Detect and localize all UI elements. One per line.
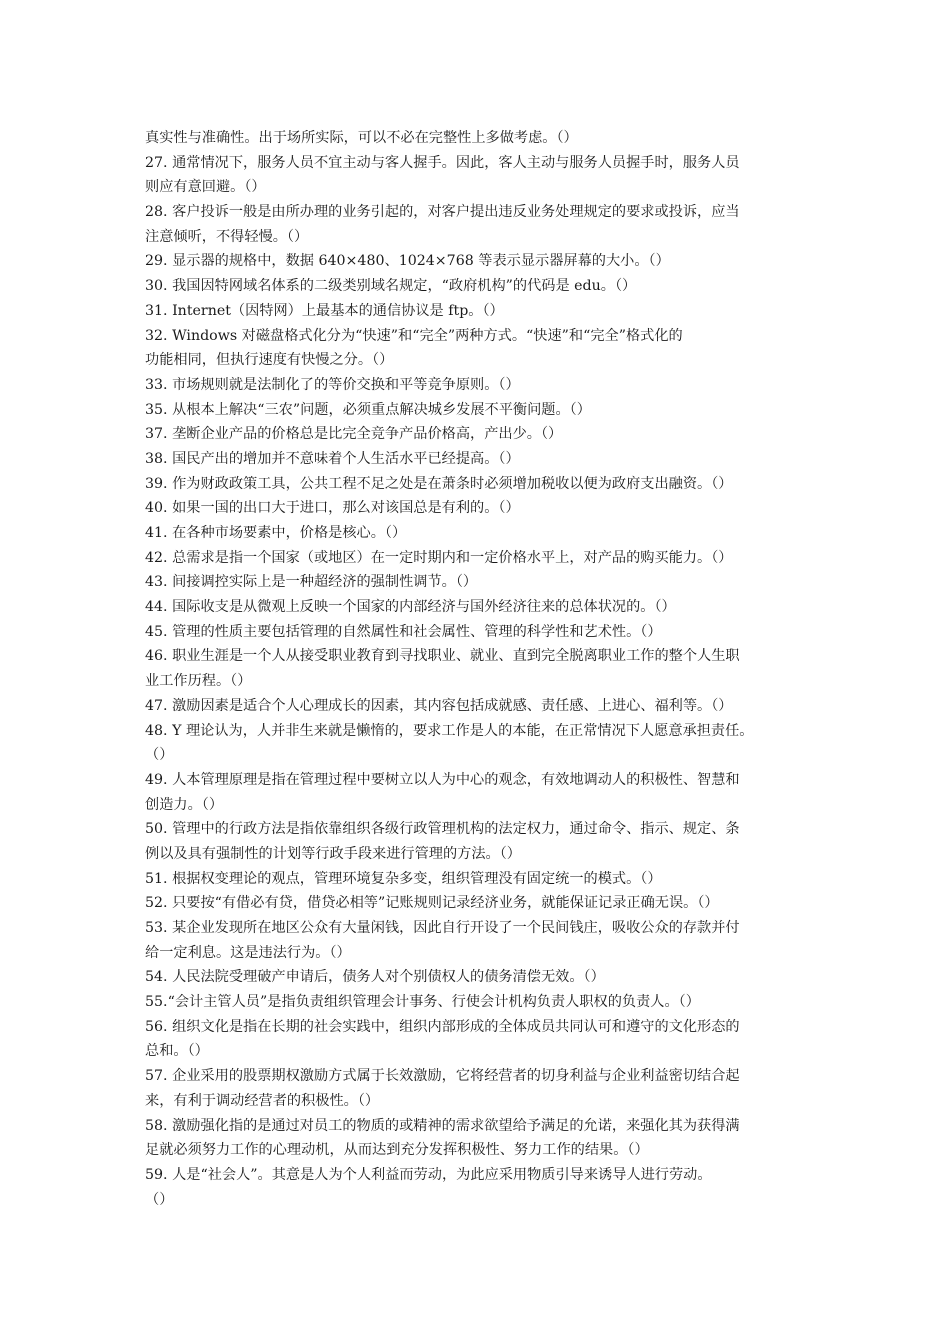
text-line: 业工作历程。（） xyxy=(145,673,252,690)
text-line: 50. 管理中的行政方法是指依靠组织各级行政管理机构的法定权力，通过命令、指示、规定、条 xyxy=(145,821,740,838)
text-line: 40. 如果一国的出口大于进口，那么对该国总是有利的。（） xyxy=(145,500,520,517)
text-line: 功能相同，但执行速度有快慢之分。（） xyxy=(145,352,394,369)
text-line: 33. 市场规则就是法制化了的等价交换和平等竞争原则。（） xyxy=(145,376,520,393)
text-line: 足就必须努力工作的心理动机，从而达到充分发挥积极性、努力工作的结果。（） xyxy=(145,1142,649,1159)
text-line: （） xyxy=(145,1191,174,1208)
text-line: 44. 国际收支是从微观上反映一个国家的内部经济与国外经济往来的总体状况的。（） xyxy=(145,599,676,616)
text-line: 58. 激励强化指的是通过对员工的物质的或精神的需求欲望给予满足的允诺，来强化其为获得满 xyxy=(145,1117,740,1134)
text-line: 则应有意回避。（） xyxy=(145,179,266,196)
text-line: 41. 在各种市场要素中，价格是核心。（） xyxy=(145,525,407,541)
text-line: 30. 我国因特网域名体系的二级类别域名规定，“政府机构”的代码是 edu。（） xyxy=(145,278,637,295)
text-line: 53. 某企业发现所在地区公众有大量闲钱，因此自行开设了一个民间钱庄，吸收公众的存款并付 xyxy=(145,920,740,936)
text-line: 32. Windows 对磁盘格式化分为“快速”和“完全”两种方式。“快速”和“完全”格式化的 xyxy=(145,327,683,344)
text-line: 给一定利息。这是违法行为。（） xyxy=(145,944,351,961)
text-line: 总和。（） xyxy=(145,1043,209,1060)
text-line: 56. 组织文化是指在长期的社会实践中，组织内部形成的全体成员共同认可和遵守的文化形态的 xyxy=(145,1018,740,1035)
text-line: 57. 企业采用的股票期权激励方式属于长效激励，它将经营者的切身利益与企业利益密切结合起 xyxy=(145,1068,740,1085)
text-line: 来，有利于调动经营者的积极性。（） xyxy=(145,1092,380,1109)
text-line: 42. 总需求是指一个国家（或地区）在一定时期内和一定价格水平上，对产品的购买能力。（） xyxy=(145,549,733,566)
text-line: 28. 客户投诉一般是由所办理的业务引起的，对客户提出违反业务处理规定的要求或投诉，应当 xyxy=(145,204,740,221)
text-line: 46. 职业生涯是一个人从接受职业教育到寻找职业、就业、直到完全脱离职业工作的整个人生职 xyxy=(145,648,740,665)
text-line: 真实性与准确性。出于场所实际，可以不必在完整性上多做考虑。（） xyxy=(145,130,578,146)
text-line: 注意倾听，不得轻慢。（） xyxy=(145,228,309,245)
text-line: 43. 间接调控实际上是一种超经济的强制性调节。（） xyxy=(145,574,478,591)
text-line: 39. 作为财政政策工具，公共工程不足之处是在萧条时必须增加税收以便为政府支出融资。（） xyxy=(145,475,733,492)
text-line: 59. 人是“社会人”。其意是人为个人利益而劳动，为此应采用物质引导来诱导人进行劳动。 xyxy=(145,1166,712,1183)
text-line: 47. 激励因素是适合个人心理成长的因素，其内容包括成就感、责任感、上进心、福利等。（） xyxy=(145,697,733,714)
text-line: 29. 显示器的规格中，数据 640×480、1024×768 等表示显示器屏幕的大小。（） xyxy=(145,253,670,270)
text-line: 37. 垄断企业产品的价格总是比完全竞争产品价格高，产出少。（） xyxy=(145,426,563,443)
text-line: 31. Internet（因特网）上最基本的通信协议是 ftp。（） xyxy=(145,302,504,319)
text-line: 54. 人民法院受理破产申请后，债务人对个别债权人的债务清偿无效。（） xyxy=(145,969,605,986)
text-line: 45. 管理的性质主要包括管理的自然属性和社会属性、管理的科学性和艺术性。（） xyxy=(145,623,662,640)
text-line: 创造力。（） xyxy=(145,796,224,813)
text-line: 例以及具有强制性的计划等行政手段来进行管理的方法。（） xyxy=(145,845,521,862)
text-line: 38. 国民产出的增加并不意味着个人生活水平已经提高。（） xyxy=(145,450,520,467)
text-line: （） xyxy=(145,747,174,764)
text-line: 48. Y 理论认为，人并非生来就是懒惰的，要求工作是人的本能，在正常情况下人愿意承担责任。 xyxy=(145,722,754,739)
text-line: 35. 从根本上解决“三农”问题，必须重点解决城乡发展不平衡问题。（） xyxy=(145,401,591,418)
document-body xyxy=(145,126,825,1212)
text-line: 27. 通常情况下，服务人员不宜主动与客人握手。因此，客人主动与服务人员握手时，服务人员 xyxy=(145,154,740,171)
text-line: 52. 只要按“有借必有贷，借贷必相等”记账规则记录经济业务，就能保证记录正确无误。（） xyxy=(145,895,719,912)
text-line: 51. 根据权变理论的观点，管理环境复杂多变，组织管理没有固定统一的模式。（） xyxy=(145,870,662,887)
text-line: 49. 人本管理原理是指在管理过程中要树立以人为中心的观念，有效地调动人的积极性、智慧和 xyxy=(145,771,740,788)
text-line: 55.“会计主管人员”是指负责组织管理会计事务、行使会计机构负责人职权的负责人。（） xyxy=(145,994,700,1011)
